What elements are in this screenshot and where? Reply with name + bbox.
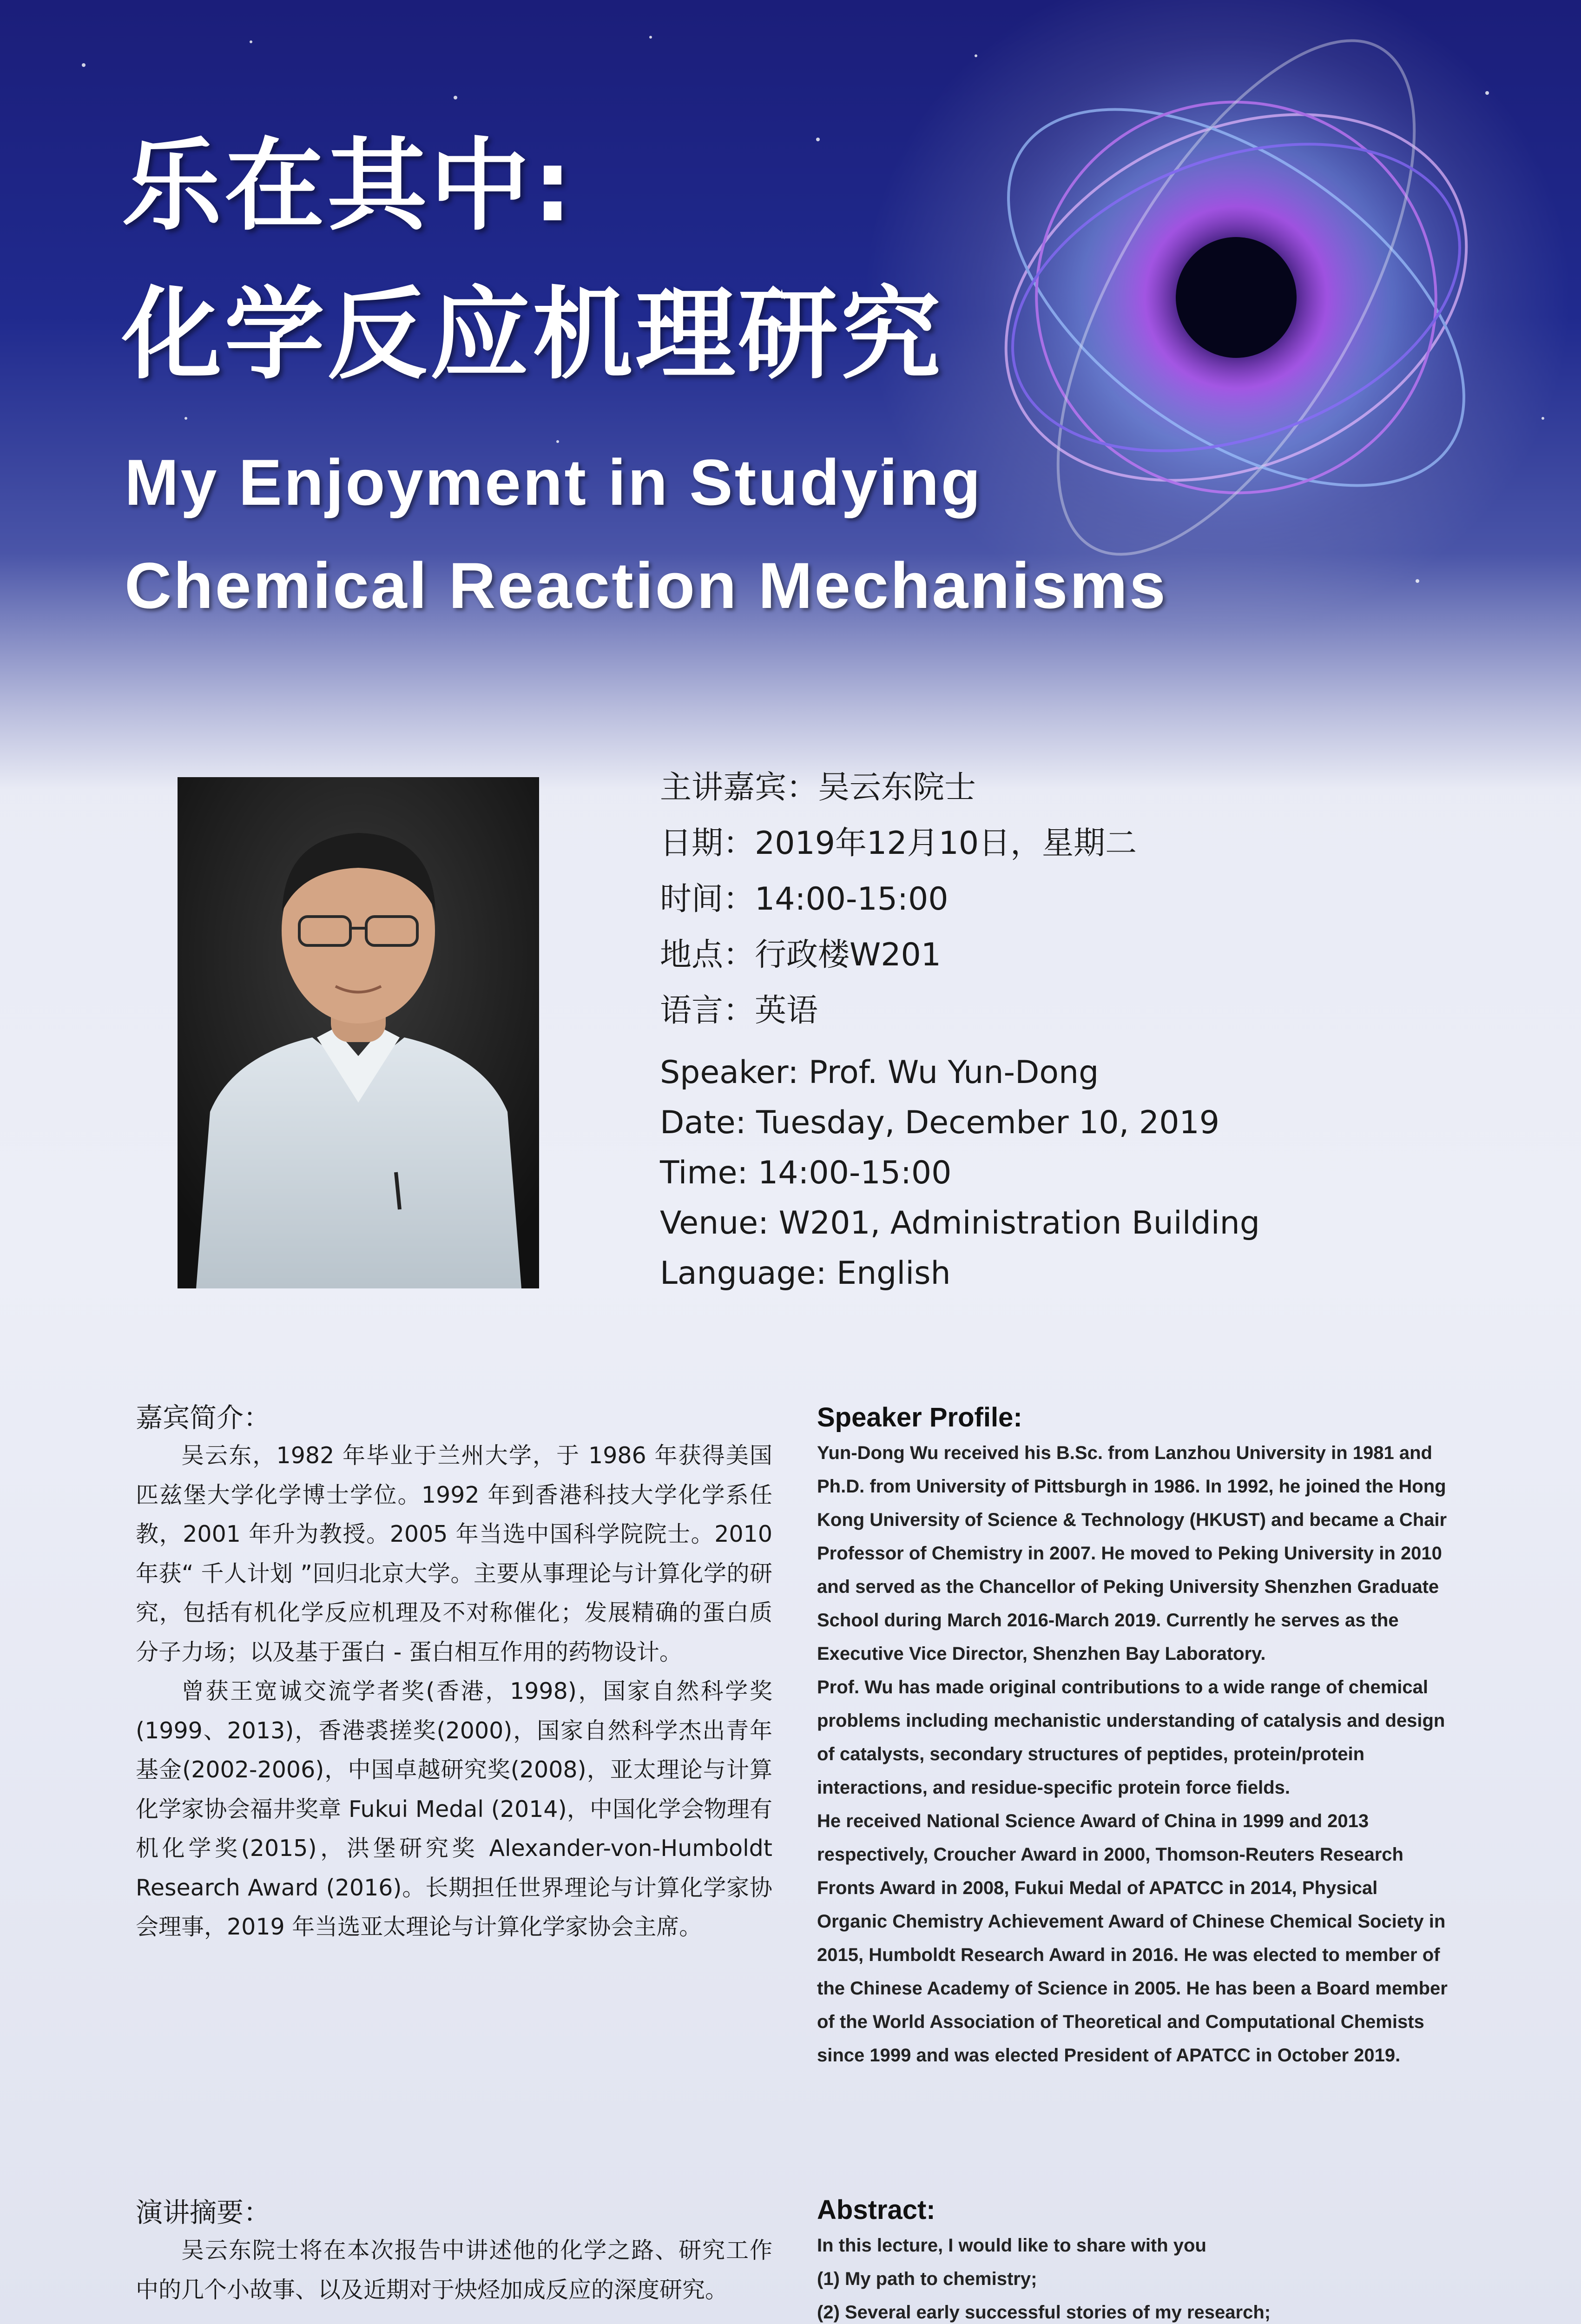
title-zh-line2: 化学反应机理研究 xyxy=(122,276,943,393)
bio-en-paragraph-3: He received National Science Award of China in 1999 and 2013 respectively, Croucher Award in 2000, Thomson-Reuters Research Fronts Award in 2008, Fukui Medal of APATCC in 2014, Physical Organic Chemistry Achievement Award of Chinese Chemical Society in 2015, Humboldt Research Award in 2016. He was elected to member of the Chinese Academy of Science in 2005. He has been a Board member of the World Association of Theoretical and Computational Chemists since 1999 and was elected President of APATCC in October 2019. xyxy=(817,1811,1448,2066)
abstract-zh-paragraph: 吴云东院士将在本次报告中讲述他的化学之路、研究工作中的几个小故事、以及近期对于炔烃加成反应的深度研究。 xyxy=(136,2237,772,2303)
abstract-zh-heading: 演讲摘要： xyxy=(136,2197,271,2228)
bio-zh-section xyxy=(136,1399,772,1947)
event-date-zh: 日期：2019年12月10日，星期二 xyxy=(660,825,1137,862)
event-venue-en: Venue: W201, Administration Building xyxy=(660,1205,1260,1241)
bio-zh-paragraph-1: 吴云东，1982 年毕业于兰州大学，于 1986 年获得美国匹兹堡大学化学博士学位。1992 年到香港科技大学化学系任教，2001 年升为教授。2005 年当选中国科学院院士。2010 年获“ 千人计划 ”回归北京大学。主要从事理论与计算化学的研究，包括有机化学反应机理及不对称催化；发展精确的蛋白质分子力场；以及基于蛋白 - 蛋白相互作用的药物设计。 xyxy=(136,1442,772,1665)
bio-en-paragraph-1: Yun-Dong Wu received his B.Sc. from Lanzhou University in 1981 and Ph.D. from University of Pittsburgh in 1986. In 1992, he joined the Hong Kong University of Science & Technology (HKUST) and became a Chair Professor of Chemistry in 2007. He moved to Peking University in 2010 and served as the Chancellor of Peking University Shenzhen Graduate School during March 2016-March 2019. Currently he serves as the Executive Vice Director, Shenzhen Bay Laboratory. xyxy=(817,1443,1447,1664)
event-language-zh: 语言：英语 xyxy=(660,992,818,1029)
event-venue-zh: 地点：行政楼W201 xyxy=(660,937,942,973)
bio-en-paragraph-2: Prof. Wu has made original contributions to a wide range of chemical problems including mechanistic understanding of catalysis and design of catalysts, secondary structures of peptides, protein/protein interactions, and residue-specific protein force fields. xyxy=(817,1677,1445,1798)
abstract-en-heading: Abstract: xyxy=(817,2195,935,2225)
hero-banner xyxy=(0,0,1581,790)
bio-zh-heading: 嘉宾简介： xyxy=(136,1402,271,1433)
event-time-zh: 时间：14:00-15:00 xyxy=(660,881,949,918)
event-date-en: Date: Tuesday, December 10, 2019 xyxy=(660,1104,1219,1141)
title-en-line2: Chemical Reaction Mechanisms xyxy=(125,549,1167,622)
abstract-en-item-2: (2) Several early successful stories of my research; xyxy=(817,2302,1271,2323)
abstract-en-intro: In this lecture, I would like to share with you xyxy=(817,2235,1206,2256)
speaker-photo xyxy=(178,777,539,1288)
abstract-en-section xyxy=(817,2192,1449,2324)
bio-en-heading: Speaker Profile: xyxy=(817,1402,1022,1433)
event-language-en: Language: English xyxy=(660,1255,951,1292)
abstract-en-item-1: (1) My path to chemistry; xyxy=(817,2269,1037,2289)
title-en-line1: My Enjoyment in Studying xyxy=(125,446,983,519)
bio-en-section xyxy=(817,1399,1449,2072)
event-speaker-zh: 主讲嘉宾：吴云东院士 xyxy=(660,769,976,806)
title-zh-line1: 乐在其中: xyxy=(122,127,575,244)
abstract-zh-section xyxy=(136,2194,772,2310)
cosmic-swirl-graphic xyxy=(0,0,1581,790)
bio-zh-paragraph-2: 曾获王宽诚交流学者奖(香港，1998)，国家自然科学奖(1999、2013)，香港裘搓奖(2000)，国家自然科学杰出青年基金(2002-2006)，中国卓越研究奖(2008)，亚太理论与计算化学家协会福井奖章 Fukui Medal (2014)，中国化学会物理有机化学奖(2015)，洪堡研究奖 Alexander-von-Humboldt Research Award (2016)。长期担任世界理论与计算化学家协会理事，2019 年当选亚太理论与计算化学家协会主席。 xyxy=(136,1678,772,1940)
event-time-en: Time: 14:00-15:00 xyxy=(660,1155,952,1191)
event-speaker-en: Speaker: Prof. Wu Yun-Dong xyxy=(660,1054,1099,1091)
